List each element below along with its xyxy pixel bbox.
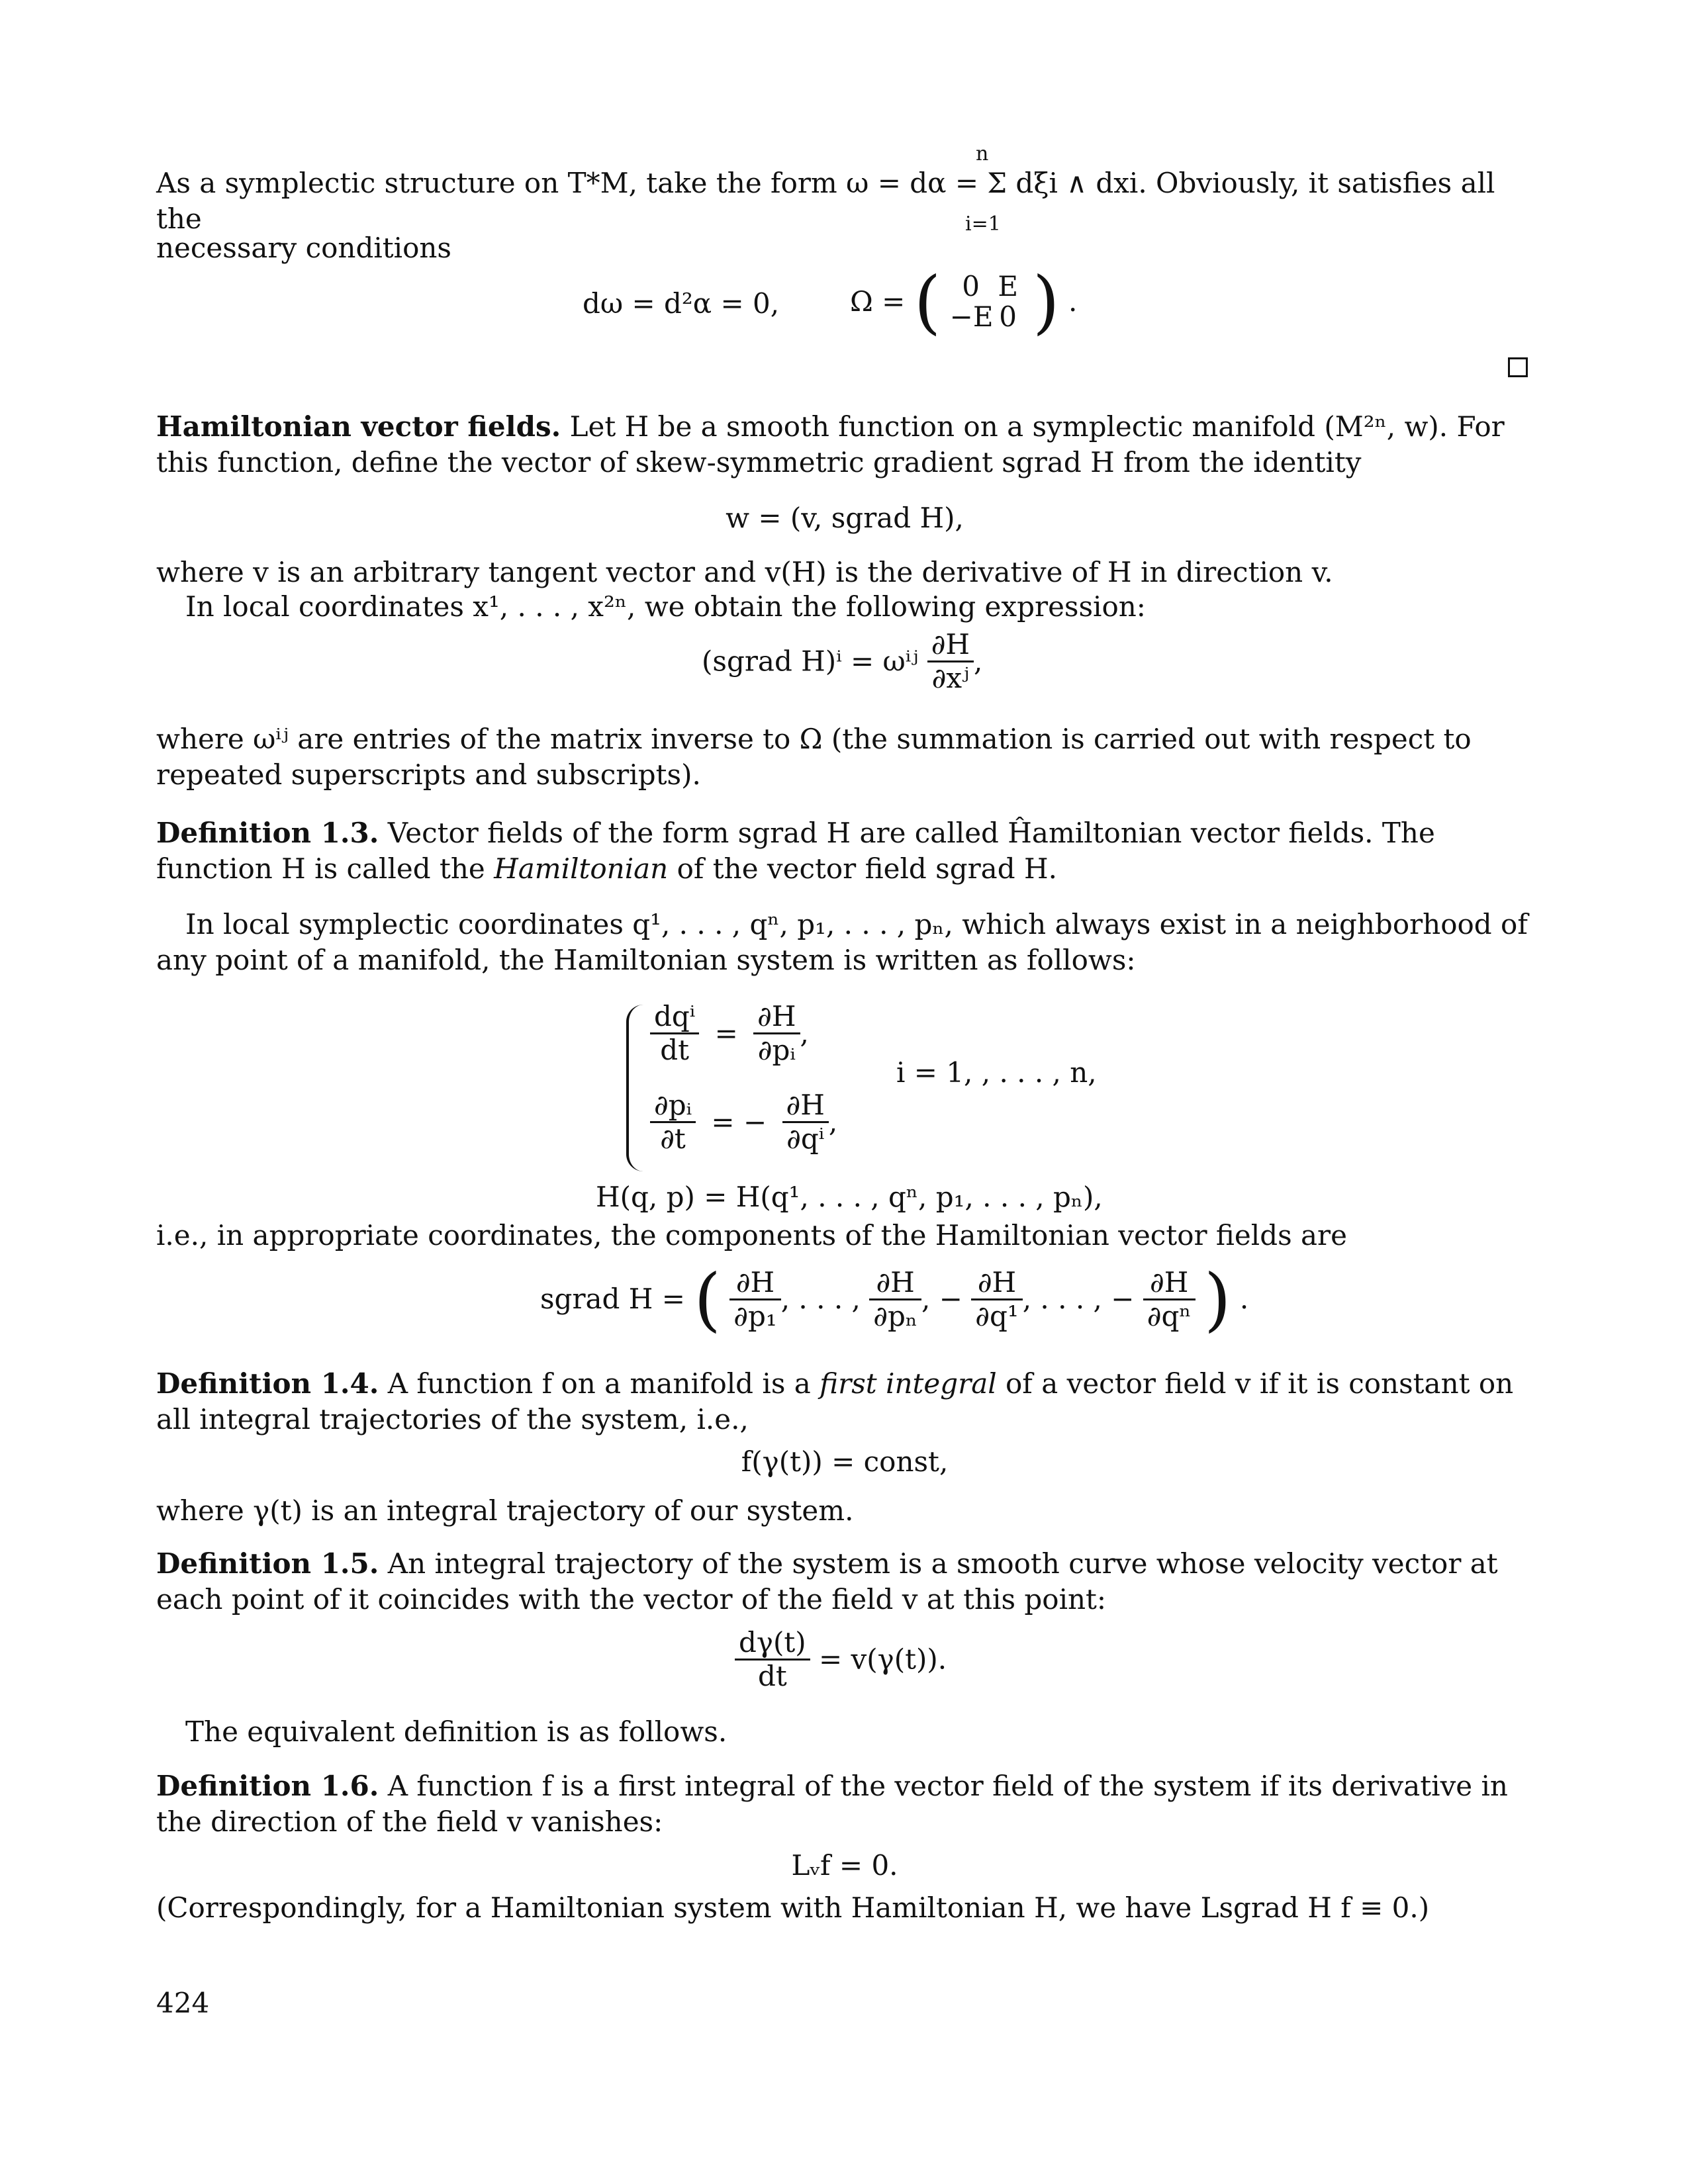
- paragraph-integral-trajectory: where γ(t) is an integral trajectory of our system.: [156, 1494, 854, 1527]
- hamiltonian-vector-fields-paragraph: [156, 409, 1533, 480]
- separator: , . . . , −: [1022, 1283, 1135, 1315]
- intro-line: As a symplectic structure on T*M, take the form ω = dα = Σ dξi ∧ dxi. Obviously, it satisfies all the: [156, 167, 1495, 235]
- paragraph-correspondingly: (Correspondingly, for a Hamiltonian system with Hamiltonian H, we have Lsgrad H f ≡ 0.): [156, 1891, 1430, 1924]
- equation-period: .: [1068, 285, 1078, 318]
- equation-sgrad-vector: [540, 1257, 1249, 1340]
- page-number: 424: [156, 1987, 210, 2019]
- equation-identity: w = (v, sgrad H),: [726, 502, 964, 534]
- denominator: dt: [757, 1660, 787, 1692]
- paragraph-equivalent: The equivalent definition is as follows.: [185, 1715, 727, 1748]
- end-of-proof-box: [1508, 357, 1528, 377]
- intro-line-2: necessary conditions: [156, 232, 451, 264]
- matrix-cell-11: 0: [962, 270, 980, 302]
- numerator: ∂H: [729, 1267, 780, 1300]
- definition-text: A function f on a manifold is a: [379, 1367, 820, 1400]
- dh-numerator: ∂H: [782, 1089, 829, 1123]
- equation-sgrad-components: [702, 629, 982, 694]
- left-paren: (: [694, 1259, 721, 1340]
- partial-fraction: [927, 629, 974, 694]
- fraction-dh-dpn: [869, 1267, 921, 1332]
- definition-text: Vector fields of the form sgrad H are called Ĥamiltonian vector fields. The function H is called the: [156, 817, 1435, 885]
- paragraph-symplectic-coordinates: In local symplectic coordinates q¹, . . . , qⁿ, p₁, . . . , pₙ, which always exist in a neighborhood of any point of a manifold, the Hamiltonian system is written as follows:: [156, 908, 1528, 976]
- equation-comma: ,: [974, 645, 983, 678]
- dh-dq-fraction: [782, 1089, 829, 1155]
- definition-1-6: [156, 1768, 1533, 1840]
- row-comma: ,: [800, 1017, 809, 1050]
- definition-text-end: of the vector field sgrad H.: [668, 852, 1057, 885]
- fraction-dh-dqn: [1143, 1267, 1196, 1332]
- equation-period: .: [1239, 1283, 1249, 1315]
- fraction-numerator: ∂H: [927, 629, 974, 662]
- omega-symbol: Ω =: [850, 285, 906, 318]
- paragraph-local-coordinates: In local coordinates x¹, . . . , x²ⁿ, we obtain the following expression:: [185, 590, 1146, 623]
- fraction-dh-dq1: [971, 1267, 1022, 1332]
- right-paren: ): [1033, 261, 1060, 342]
- right-paren: ): [1203, 1259, 1231, 1340]
- dp-numerator: ∂pᵢ: [650, 1089, 696, 1123]
- system-index-range: i = 1, , . . . , n,: [896, 1056, 1097, 1089]
- dp-dt-fraction: [650, 1089, 696, 1155]
- numerator: ∂H: [971, 1267, 1022, 1300]
- dp-denominator: ∂pᵢ: [757, 1034, 796, 1066]
- dgamma-dt-fraction: [735, 1627, 810, 1692]
- omega-matrix: [950, 271, 1024, 332]
- matrix-cell-22: 0: [999, 300, 1017, 333]
- definition-1-3: [156, 815, 1533, 887]
- definition-1-4: [156, 1366, 1533, 1437]
- equation-hamiltonian-function: H(q, p) = H(q¹, . . . , qⁿ, p₁, . . . , pₙ),: [596, 1181, 1103, 1213]
- equation-lie-derivative: Lᵥf = 0.: [791, 1849, 898, 1882]
- equation-closed-form: dω = d²α = 0,: [583, 287, 780, 320]
- denominator: ∂pₙ: [873, 1299, 918, 1332]
- denominator: ∂qⁿ: [1147, 1299, 1192, 1332]
- matrix-cell-21: −E: [949, 300, 994, 333]
- denominator: ∂q¹: [975, 1299, 1019, 1332]
- separator: , −: [921, 1283, 962, 1315]
- row-comma: ,: [828, 1105, 838, 1138]
- sgrad-lhs: sgrad H =: [540, 1283, 685, 1315]
- sgrad-lhs: (sgrad H)ⁱ = ωⁱʲ: [702, 645, 919, 678]
- left-paren: (: [914, 261, 941, 342]
- dq-dt-fraction: [650, 1001, 699, 1066]
- definition-label: Definition 1.4.: [156, 1367, 379, 1400]
- dq-numerator: dqⁱ: [650, 1001, 699, 1034]
- numerator: dγ(t): [735, 1627, 810, 1661]
- definition-1-5: [156, 1546, 1533, 1617]
- sum-lower-limit: i=1: [965, 212, 1001, 236]
- denominator: ∂p₁: [733, 1299, 777, 1332]
- equation-velocity: [735, 1627, 947, 1692]
- separator: , . . . ,: [780, 1283, 861, 1315]
- definition-text: An integral trajectory of the system is a smooth curve whose velocity vector at each point of it coincides with the vector of the field v at this point:: [156, 1547, 1498, 1615]
- dt-denominator: dt: [660, 1034, 689, 1066]
- definition-text: A function f is a first integral of the vector field of the system if its derivative in the direction of the field v vanishes:: [156, 1770, 1508, 1838]
- system-brace: [626, 1005, 646, 1171]
- fraction-denominator: ∂xʲ: [931, 662, 970, 694]
- fraction-dh-dp1: [729, 1267, 780, 1332]
- equation-omega-matrix: [850, 262, 1077, 341]
- paragraph-inverse-matrix: where ωⁱʲ are entries of the matrix inverse to Ω (the summation is carried out with respect to repeated superscripts and subscripts).: [156, 723, 1472, 791]
- definition-label: Definition 1.5.: [156, 1547, 379, 1580]
- sum-upper-limit: n: [976, 142, 989, 165]
- definition-italic-term: Hamiltonian: [494, 852, 669, 885]
- definition-text-end: of a vector field v if it is constant on all integral trajectories of the system, i.e.,: [156, 1367, 1514, 1435]
- dt-denominator: ∂t: [660, 1122, 686, 1155]
- section-heading: Hamiltonian vector fields.: [156, 410, 561, 443]
- matrix-cell-12: E: [998, 270, 1018, 302]
- section-text: Let H be a smooth function on a symplectic manifold (M²ⁿ, w). For this function, define the vector of skew-symmetric gradient sgrad H from the identity: [156, 410, 1505, 478]
- definition-italic-term: first integral: [820, 1367, 997, 1400]
- system-row-2: [650, 1089, 837, 1155]
- velocity-rhs: = v(γ(t)).: [819, 1643, 947, 1676]
- numerator: ∂H: [869, 1267, 921, 1300]
- dh-numerator: ∂H: [753, 1001, 800, 1034]
- equals-sign: =: [714, 1017, 738, 1050]
- definition-label: Definition 1.3.: [156, 817, 379, 849]
- numerator: ∂H: [1143, 1267, 1196, 1300]
- equation-first-integral: f(γ(t)) = const,: [741, 1445, 949, 1478]
- paragraph-components: i.e., in appropriate coordinates, the components of the Hamiltonian vector fields are: [156, 1219, 1347, 1251]
- paragraph-tangent-vector: where v is an arbitrary tangent vector and v(H) is the derivative of H in direction v.: [156, 556, 1333, 588]
- system-row-1: [650, 1001, 809, 1066]
- dq-denominator: ∂qⁱ: [786, 1122, 825, 1155]
- equals-minus-sign: = −: [711, 1105, 767, 1138]
- definition-label: Definition 1.6.: [156, 1770, 379, 1802]
- dh-dp-fraction: [753, 1001, 800, 1066]
